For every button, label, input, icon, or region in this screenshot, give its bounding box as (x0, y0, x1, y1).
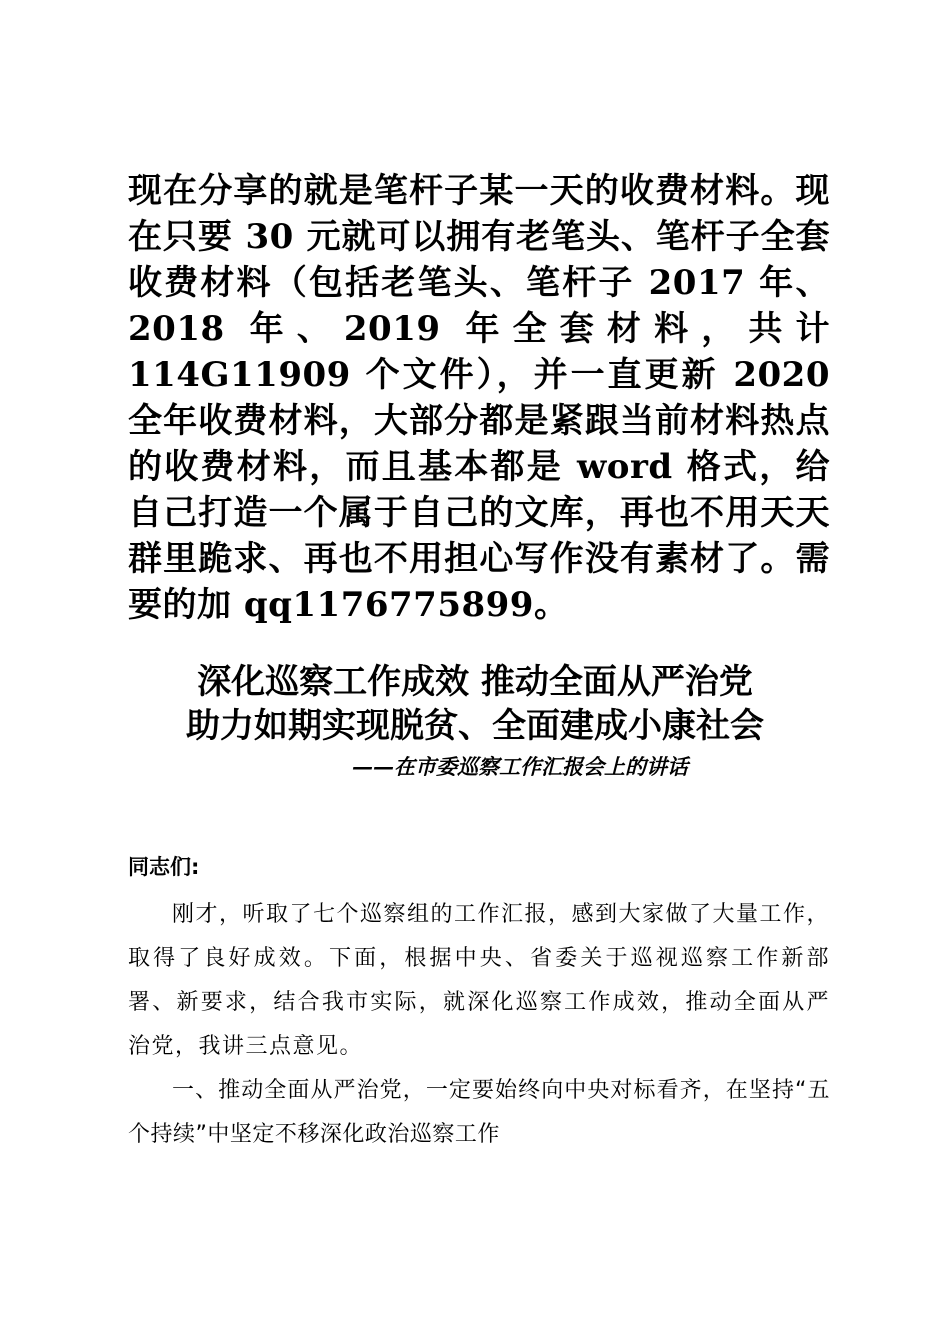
section-heading-1: 一、推动全面从严治党，一定要始终向中央对标看齐，在坚持“五个持续”中坚定不移深化政治巡察工作 (128, 1078, 830, 1147)
speech-subtitle: ——在市委巡察工作汇报会上的讲话 (352, 754, 688, 779)
promo-paragraph: 现在分享的就是笔杆子某一天的收费材料。现在只要 30 元就可以拥有老笔头、笔杆子全套收费材料（包括老笔头、笔杆子 2017 年、2018 年、2019 年全套材料，共计 114G11909 个文件），并一直更新 2020 全年收费材料，大部分都是紧跟当前材料热点的收费材料，而且基本都是 word 格式，给自己打造一个属于自己的文库，再也不用天天群里跪求、再也不用担心写作没有素材了。需要的加 qq1176775899。 (128, 171, 830, 625)
title-line-2: 助力如期实现脱贫、全面建成小康社会 (186, 706, 764, 746)
speech-body (128, 845, 830, 1157)
salutation: 同志们: (128, 855, 200, 879)
speech-title-block (0, 660, 950, 782)
opening-paragraph: 刚才，听取了七个巡察组的工作汇报，感到大家做了大量工作，取得了良好成效。下面，根据中央、省委关于巡视巡察工作新部署、新要求，结合我市实际，就深化巡察工作成效，推动全面从严治党，我讲三点意见。 (128, 902, 831, 1059)
title-line-1: 深化巡察工作成效 推动全面从严治党 (197, 662, 753, 702)
